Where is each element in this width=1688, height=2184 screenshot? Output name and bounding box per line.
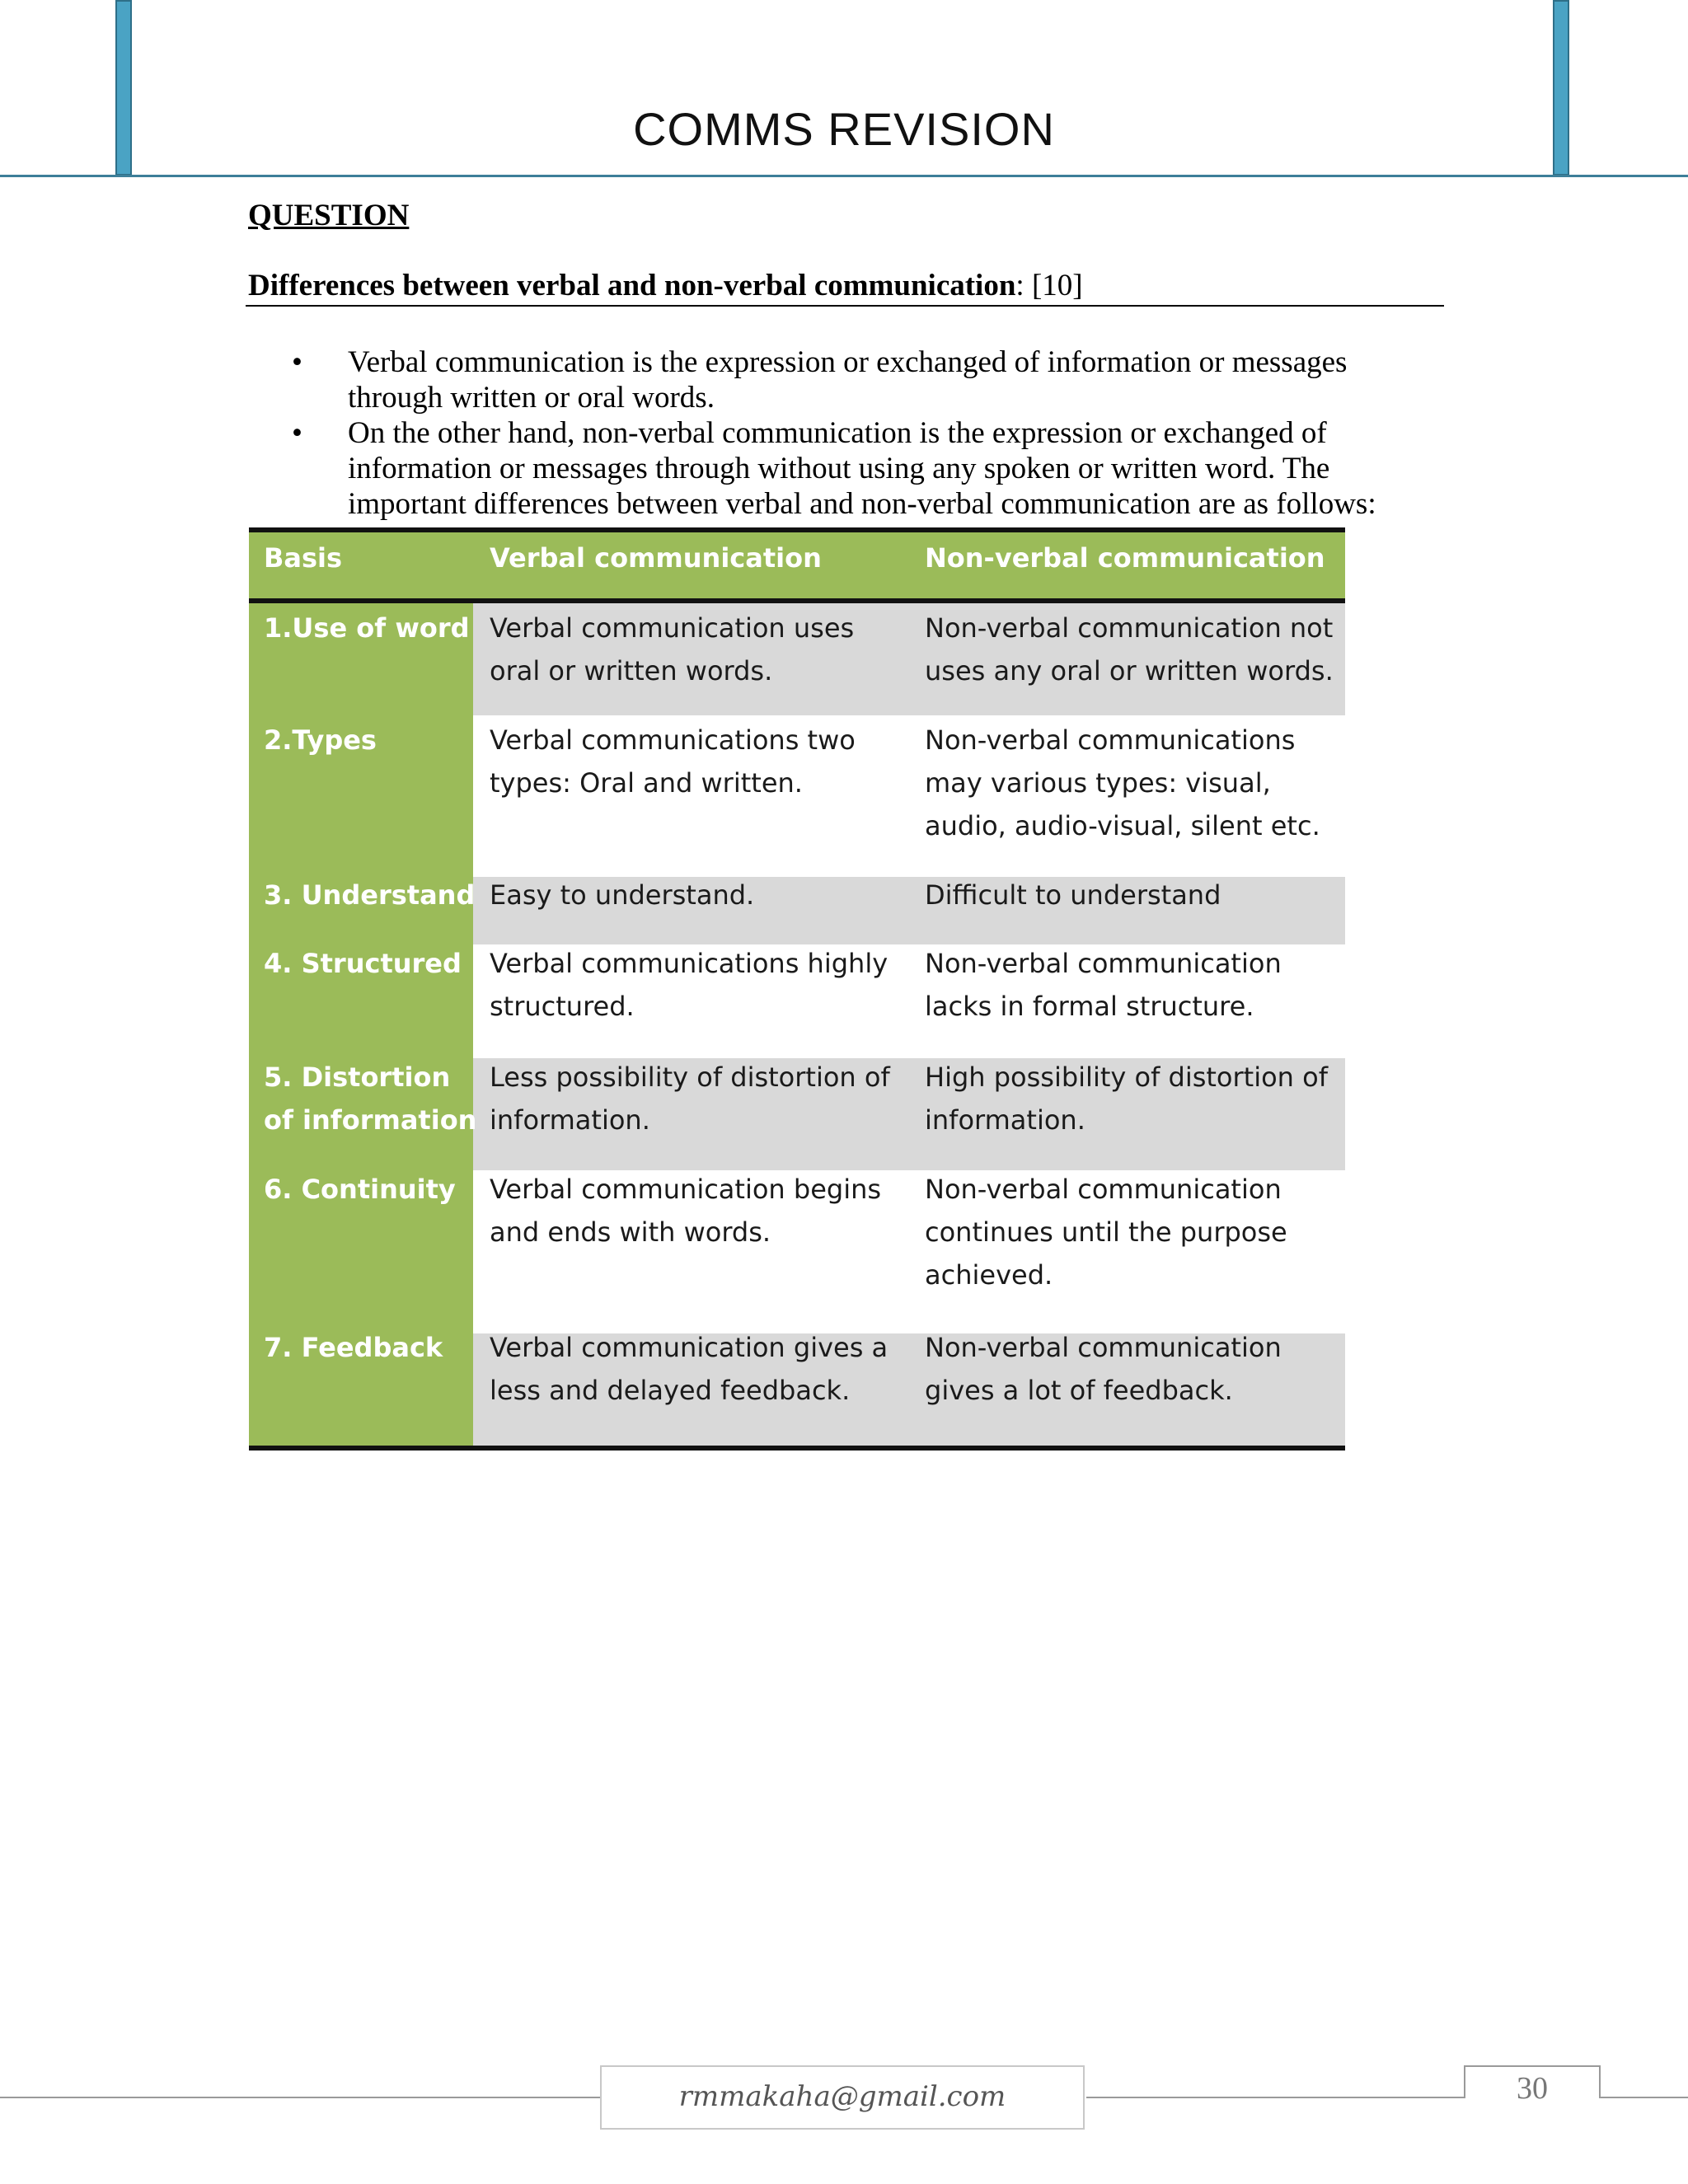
bullet-dot-icon: • [292, 416, 302, 450]
row-verbal-cell: Verbal communication uses oral or written words. [490, 612, 855, 687]
bullet-text: Verbal communication is the expression or exchanged of information or messages through written or oral words. [348, 345, 1348, 415]
row-nonverbal-cell: Non-verbal communication not uses any oral or written words. [925, 612, 1334, 687]
bullet-dot-icon: • [292, 345, 302, 379]
bullet-text: On the other hand, non-verbal communication is the expression or exchanged of information or messages through without using any spoken or written word. The important differences between verbal and non-verbal communication are as follows: [348, 416, 1376, 521]
page-header-title: COMMS REVISION [633, 103, 1055, 155]
row-verbal-cell: Easy to understand. [490, 879, 755, 911]
bullet-item [288, 344, 1393, 415]
column-header-basis: Basis [264, 542, 343, 574]
header-divider [0, 175, 1688, 177]
row-nonverbal-cell: Non-verbal communications may various types: visual, audio, audio-visual, silent etc. [925, 724, 1320, 841]
intro-bullet-list [288, 344, 1393, 522]
footer-divider-left [0, 2097, 600, 2098]
row-basis: 7. Feedback [264, 1332, 443, 1363]
row-nonverbal-cell: Non-verbal communication continues until the purpose achieved. [925, 1174, 1287, 1291]
heading-underline [246, 305, 1444, 307]
column-header-verbal: Verbal communication [490, 542, 822, 574]
row-verbal-cell: Verbal communications two types: Oral and written. [490, 724, 856, 799]
question-label: QUESTION [248, 199, 410, 232]
question-heading-marks: : [10] [1015, 269, 1083, 302]
table-header-rule [249, 598, 1345, 603]
row-nonverbal-cell: Difficult to understand [925, 879, 1221, 911]
question-heading-bold: Differences between verbal and non-verbal communication [248, 269, 1016, 302]
table-top-rule [249, 527, 1345, 532]
row-nonverbal-cell: Non-verbal communication lacks in formal structure. [925, 948, 1282, 1022]
row-verbal-cell: Verbal communication gives a less and delayed feedback. [490, 1332, 889, 1406]
table-bottom-rule [249, 1446, 1345, 1451]
row-basis: 1.Use of word [264, 612, 470, 644]
row-verbal-cell: Less possibility of distortion of information. [490, 1062, 890, 1136]
row-verbal-cell: Verbal communication begins and ends with words. [490, 1174, 882, 1248]
row-nonverbal-cell: High possibility of distortion of information. [925, 1062, 1328, 1136]
row-basis: 6. Continuity [264, 1174, 456, 1205]
question-heading [248, 268, 1083, 303]
row-verbal-cell: Verbal communications highly structured. [490, 948, 889, 1022]
comparison-table [249, 527, 1345, 1451]
column-header-nonverbal: Non-verbal communication [925, 542, 1325, 574]
row-nonverbal-cell: Non-verbal communication gives a lot of feedback. [925, 1332, 1282, 1406]
page-number: 30 [1517, 2071, 1548, 2106]
bullet-item [288, 415, 1393, 522]
footer-divider-right [1086, 2097, 1464, 2098]
row-basis: 4. Structured [264, 948, 462, 979]
row-basis: 2.Types [264, 724, 377, 756]
footer-email: rmmakaha@gmail.com [600, 2065, 1085, 2130]
footer-divider-far-right [1599, 2097, 1688, 2098]
row-basis: 3. Understand [264, 879, 476, 911]
row-basis: 5. Distortion of information [264, 1062, 477, 1136]
